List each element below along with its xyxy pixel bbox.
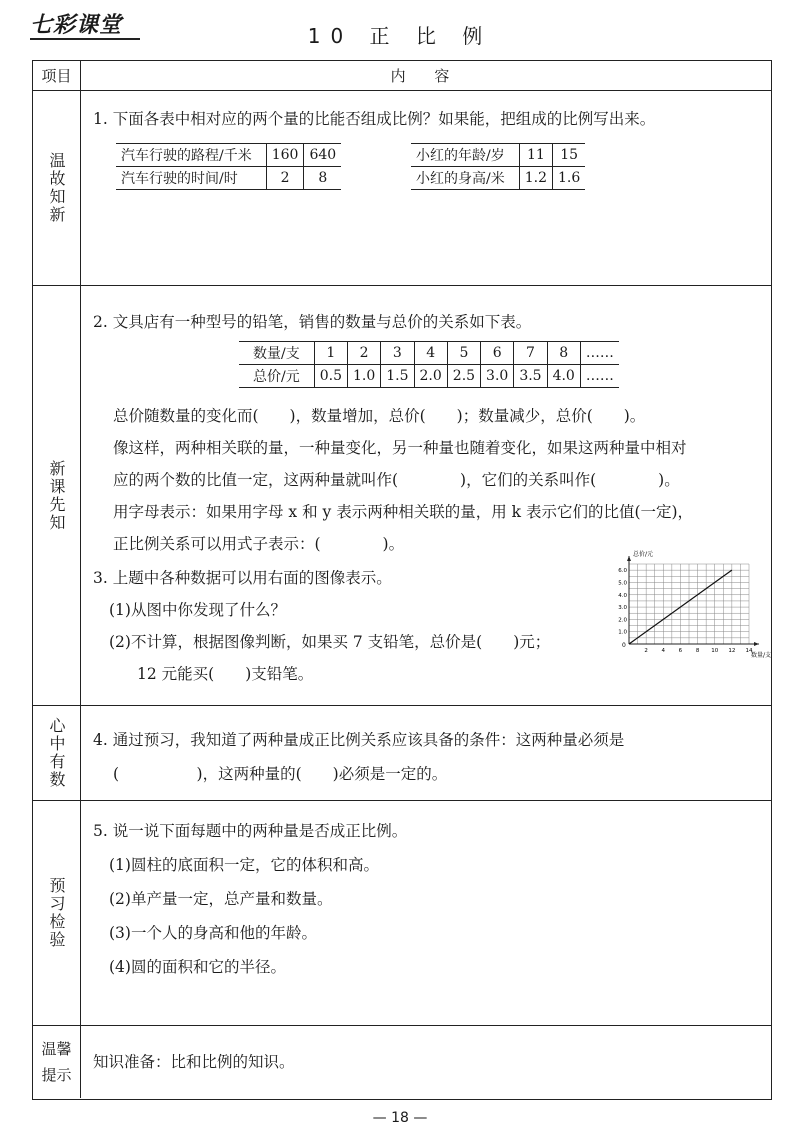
table-cell: 1: [314, 342, 347, 365]
table-cell: 小红的年龄/岁: [411, 144, 519, 167]
table-row: [116, 167, 341, 190]
x-axis-arrow: [754, 642, 759, 646]
mind-label-cell: [33, 706, 81, 800]
new-label-cell: [33, 286, 81, 705]
section-new: [33, 286, 771, 706]
x-tick-label: 6: [678, 648, 683, 654]
x-tick-label: 14: [745, 648, 753, 654]
x-tick-label: 10: [711, 648, 719, 654]
question-1: 1. 下面各表中相对应的两个量的比能否组成比例？如果能，把组成的比例写出来。: [93, 110, 656, 128]
tip-label: 温馨提示: [41, 1040, 72, 1084]
y-tick-label: 3.0: [618, 605, 627, 612]
table-cell: 2: [347, 342, 380, 365]
table-cell: ……: [580, 342, 619, 365]
x-tick-label: 12: [728, 648, 736, 654]
x-tick-label: 8: [695, 648, 700, 654]
tip-text: 知识准备：比和比例的知识。: [93, 1053, 295, 1071]
table-cell: 1.2: [519, 167, 552, 190]
question-2: 2. 文具店有一种型号的铅笔，销售的数量与总价的关系如下表。: [93, 313, 532, 331]
mind-label: 心中有数: [47, 717, 66, 789]
question-4-line-1: 4. 通过预习，我知道了两种量成正比例关系应该具备的条件：这两种量必须是: [93, 731, 625, 749]
question-5-item-4: (4)圆的面积和它的半径。: [109, 958, 286, 976]
table-cell: 0.5: [314, 365, 347, 388]
header-item-text: 项目: [41, 67, 72, 85]
section-check: [33, 801, 771, 1026]
table-cell: ……: [580, 365, 619, 388]
review-label: 温故知新: [47, 152, 66, 224]
table-cell: 数量/支: [239, 342, 314, 365]
price-quantity-chart: [611, 550, 776, 660]
table-cell: 15: [552, 144, 585, 167]
text-line-1: 总价随数量的变化而( )，数量增加，总价( )；数量减少，总价( )。: [113, 407, 646, 425]
origin-label: 0: [622, 642, 626, 649]
table-cell: 汽车行驶的时间/时: [116, 167, 266, 190]
review-label-cell: [33, 91, 81, 285]
tip-label-cell: [33, 1026, 81, 1098]
question-3-part-3: 12 元能买( )支铅笔。: [137, 665, 314, 683]
question-3-part-1: (1)从图中你发现了什么？: [109, 601, 286, 619]
new-label: 新课先知: [47, 459, 66, 532]
table-cell: 11: [519, 144, 552, 167]
table-row: [239, 342, 619, 365]
table-cell: 1.6: [552, 167, 585, 190]
worksheet-table: [32, 60, 772, 1100]
question-3: 3. 上题中各种数据可以用右面的图像表示。: [93, 569, 392, 587]
question-5-item-1: (1)圆柱的底面积一定，它的体积和高。: [109, 856, 379, 874]
table-cell: 4.0: [547, 365, 580, 388]
table-row: [411, 167, 585, 190]
question-4-line-2: ( )，这两种量的( )必须是一定的。: [113, 765, 448, 783]
y-tick-label: 6.0: [618, 568, 627, 575]
text-line-3: 应的两个数的比值一定，这两种量就叫作( )，它们的关系叫作( )。: [113, 471, 680, 489]
question-5-item-3: (3)一个人的身高和他的年龄。: [109, 924, 317, 942]
section-tip: [33, 1026, 771, 1098]
new-content: [81, 286, 771, 705]
table-cell: 3.0: [481, 365, 514, 388]
table-row: [116, 144, 341, 167]
y-tick-label: 2.0: [618, 617, 627, 624]
question-5-item-2: (2)单产量一定，总产量和数量。: [109, 890, 333, 908]
table-cell: 6: [481, 342, 514, 365]
header-content-text: 内 容: [390, 67, 462, 85]
tip-content: [81, 1026, 771, 1098]
text-line-5: 正比例关系可以用式子表示：( )。: [113, 535, 405, 553]
table-cell: 总价/元: [239, 365, 314, 388]
y-tick-label: 1.0: [618, 629, 627, 636]
header-row: [33, 61, 771, 91]
table-cell: 2.5: [447, 365, 480, 388]
x-tick-label: 4: [661, 648, 666, 654]
table-cell: 1.0: [347, 365, 380, 388]
table-row: [239, 365, 619, 388]
table-row: [411, 144, 585, 167]
text-line-4: 用字母表示：如果用字母 x 和 y 表示两种相关联的量，用 k 表示它们的比值(一定)，: [113, 503, 694, 521]
table-cell: 2.0: [414, 365, 447, 388]
table-cell: 3.5: [514, 365, 547, 388]
y-axis-label: 总价/元: [633, 551, 654, 558]
x-tick-label: 2: [644, 648, 648, 654]
check-label-cell: [33, 801, 81, 1025]
table-cell: 4: [414, 342, 447, 365]
page-number: — 18 —: [372, 1110, 428, 1126]
y-tick-label: 4.0: [618, 592, 627, 599]
table-cell: 1.5: [381, 365, 414, 388]
check-label: 预习检验: [47, 877, 66, 949]
text-line-2: 像这样，两种相关联的量，一种量变化，另一种量也随着变化，如果这两种量中相对: [113, 439, 687, 457]
review-content: [81, 91, 771, 285]
table-cell: 640: [304, 144, 341, 167]
table-cell: 7: [514, 342, 547, 365]
table-car-distance-time: [116, 143, 341, 190]
header-col-item: [33, 61, 81, 90]
question-5: 5. 说一说下面每题中的两种量是否成正比例。: [93, 822, 408, 840]
y-tick-label: 5.0: [618, 580, 627, 587]
y-axis-arrow: [627, 556, 631, 561]
section-mind: [33, 706, 771, 801]
table-cell: 160: [266, 144, 304, 167]
table-xiaohong-age-height: [411, 143, 585, 190]
table-pencil-price: [239, 341, 619, 388]
table-cell: 8: [547, 342, 580, 365]
table-cell: 小红的身高/米: [411, 167, 519, 190]
question-3-part-2: (2)不计算，根据图像判断，如果买 7 支铅笔，总价是( )元；: [109, 633, 551, 651]
table-cell: 2: [266, 167, 304, 190]
mind-content: [81, 706, 771, 800]
table-cell: 汽车行驶的路程/千米: [116, 144, 266, 167]
table-cell: 8: [304, 167, 341, 190]
table-cell: 5: [447, 342, 480, 365]
brand-text: 七彩课堂: [30, 13, 123, 38]
x-axis-label: 数量/支: [751, 652, 772, 659]
table-cell: 3: [381, 342, 414, 365]
check-content: [81, 801, 771, 1025]
header-col-content: [81, 61, 771, 90]
page-title: 10 正 比 例: [307, 24, 493, 48]
section-review: [33, 91, 771, 286]
